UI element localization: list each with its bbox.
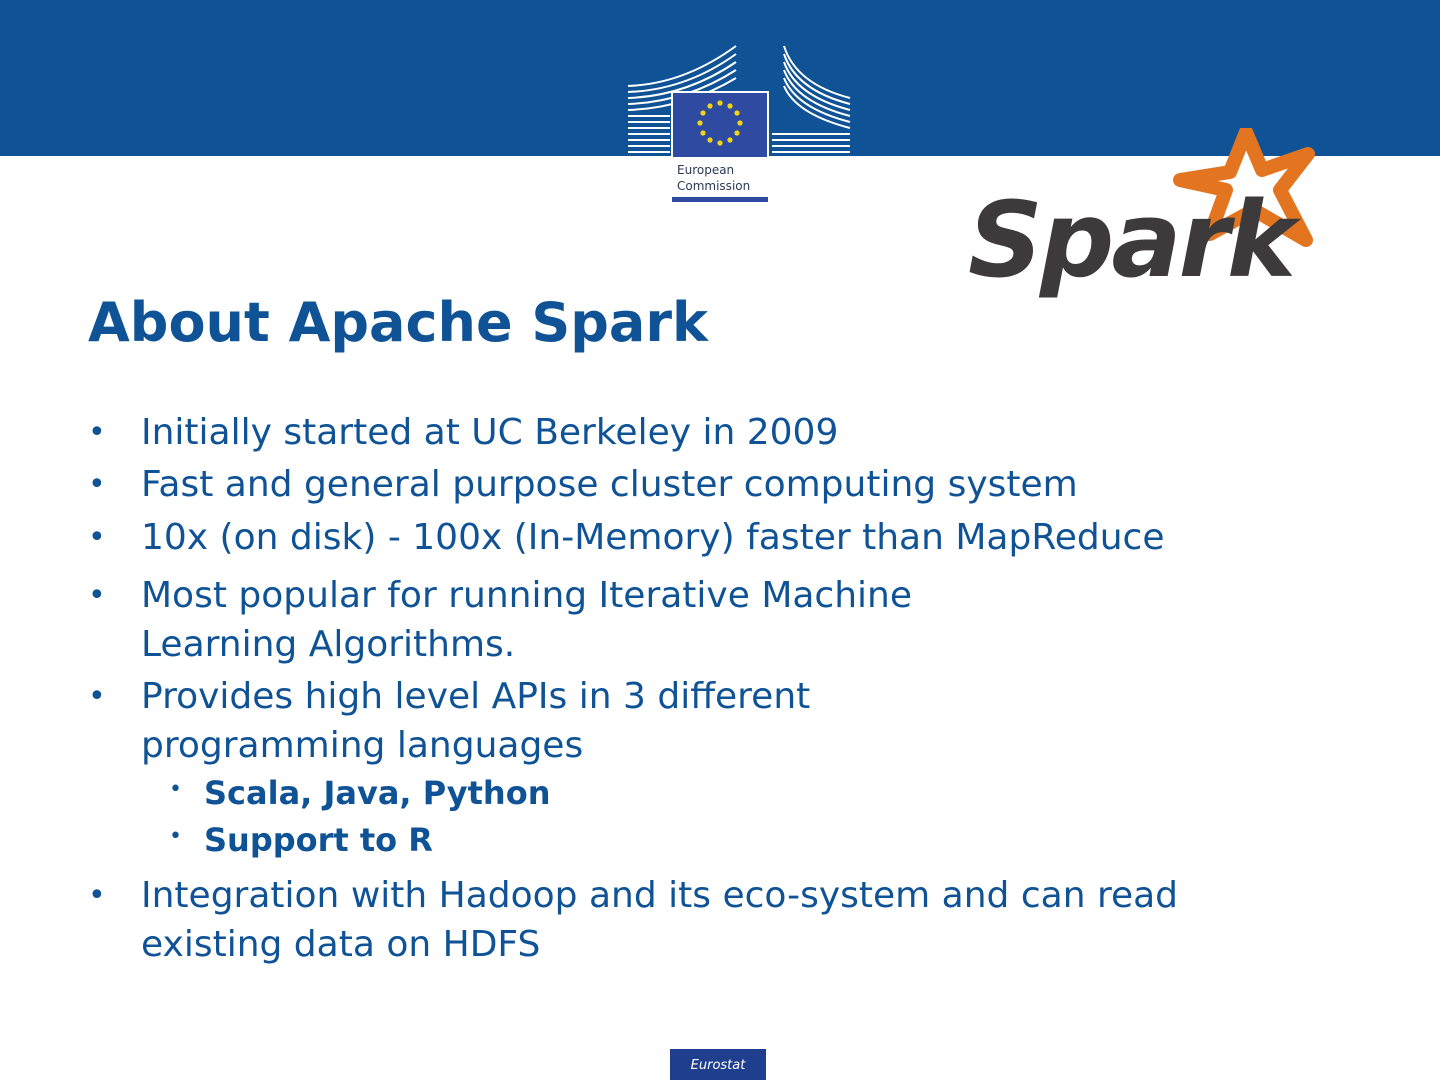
bullet-icon: • xyxy=(88,415,106,450)
bullet-icon: • xyxy=(88,578,106,613)
bullet-item xyxy=(88,460,1328,509)
bullet-icon: • xyxy=(88,467,106,502)
footer-badge: Eurostat xyxy=(670,1049,766,1080)
bullet-icon: • xyxy=(88,520,106,555)
sub-bullet-text: Scala, Java, Python xyxy=(204,774,551,812)
bullet-item xyxy=(88,408,1328,457)
bullet-text: Provides high level APIs in 3 different programming languages xyxy=(141,676,811,766)
bullet-icon: • xyxy=(88,679,106,714)
slide-title: About Apache Spark xyxy=(88,291,708,354)
ec-wordmark-text xyxy=(677,162,750,194)
spark-logo xyxy=(968,128,1340,328)
sub-bullet-item xyxy=(141,817,1328,864)
sub-bullet-icon: • xyxy=(169,777,182,802)
bullet-list xyxy=(88,408,1328,969)
sub-bullet-item xyxy=(141,770,1328,817)
ec-wordmark-line-2: Commission xyxy=(677,179,751,193)
spark-wordmark: Spark xyxy=(968,179,1293,301)
sub-bullet-text: Support to R xyxy=(204,821,433,859)
bullet-icon: • xyxy=(88,878,106,913)
ec-wordmark-line-1: European xyxy=(677,163,735,177)
european-commission-wordmark xyxy=(672,160,768,202)
bullet-text: Fast and general purpose cluster computing system xyxy=(141,464,1078,505)
bullet-text: Integration with Hadoop and its eco-system and can read existing data on HDFS xyxy=(141,875,1179,965)
bullet-text: Initially started at UC Berkeley in 2009 xyxy=(141,412,839,453)
bullet-item xyxy=(88,571,1328,669)
bullet-item xyxy=(88,513,1328,562)
ec-wordmark-underline xyxy=(672,197,768,202)
sub-bullet-list xyxy=(141,770,1328,864)
bullet-item xyxy=(88,672,1328,864)
bullet-text: Most popular for running Iterative Machine Learning Algorithms. xyxy=(141,575,913,665)
bullet-text: 10x (on disk) - 100x (In-Memory) faster than MapReduce xyxy=(141,517,1165,558)
sub-bullet-icon: • xyxy=(169,824,182,849)
bullet-item xyxy=(88,871,1328,969)
